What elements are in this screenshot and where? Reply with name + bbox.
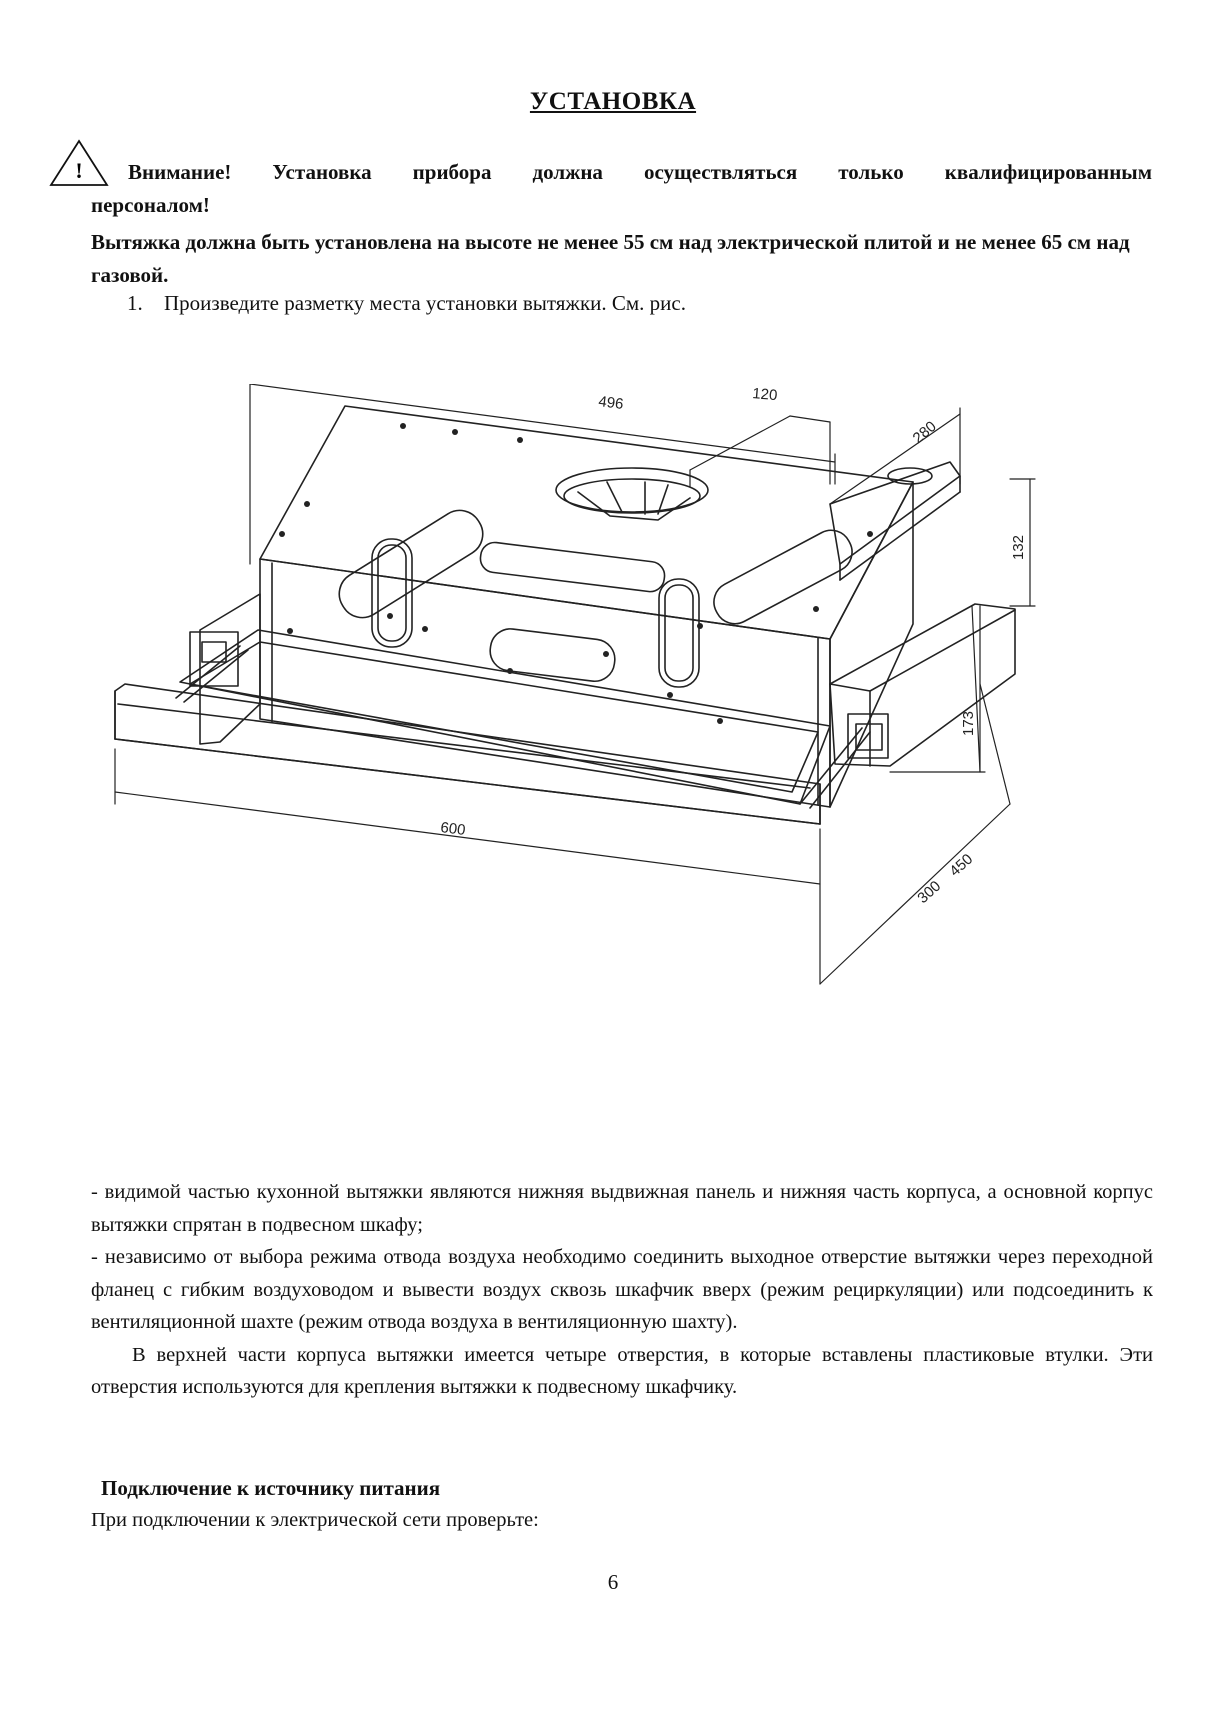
warning-text-continued: персоналом! [91,193,210,217]
front-slot-center [488,627,617,684]
fan-outlet [556,468,708,512]
step-number: 1. [127,291,143,315]
page-number: 6 [607,1570,619,1594]
page-title: УСТАНОВКА [529,88,697,115]
dim-496: 496 [597,393,625,414]
hood-dimension-diagram [110,384,1160,1104]
dimension-labels [440,385,1027,907]
right-rail [800,728,862,804]
svg-text:!: ! [75,158,83,183]
step-1 [127,291,686,316]
height-note: Вытяжка должна быть установлена на высоте не менее 55 см над электрической плитой и не менее 65 см над газовой. [91,230,1130,287]
dim-450: 450 [946,850,977,880]
top-slot-center [479,541,666,593]
dim-120: 120 [751,385,779,405]
dim-300: 300 [914,877,945,907]
left-rail [176,646,240,698]
paragraph: - независимо от выбора режима отвода воздуха необходимо соединить выходное отверстие вытяжки через переходной фланец с гибким воздуховодом и вывести воздух сквозь шкафчик вверх (режим рециркуляции) или подсоединить к вентиляционной шахте (режим отвода воздуха в вентиляционную шахту). [91,1246,1153,1333]
warning-text: Внимание! Установка прибора должна осуществляться только квалифицированным [128,160,1152,184]
warning-triangle-icon [48,138,110,188]
right-side-box [830,604,1015,766]
power-check-line: При подключении к электрической сети проверьте: [91,1509,539,1531]
front-panel [115,684,820,824]
paragraph: - видимой частью кухонной вытяжки являются нижняя выдвижная панель и нижняя часть корпуса, а основной корпус вытяжки спрятан в подвесном шкафу; [91,1181,1153,1236]
section-title-power: Подключение к источнику питания [101,1476,441,1500]
dim-173: 173 [960,710,977,736]
dim-600: 600 [439,819,467,840]
step-text: Произведите разметку места установки вытяжки. См. рис. [164,291,686,315]
body-front-face [260,559,830,807]
paragraph: В верхней части корпуса вытяжки имеется четыре отверстия, в которые вставлены пластиковые втулки. Эти отверстия используются для крепления вытяжки к подвесному шкафчику. [91,1343,1153,1398]
dim-280: 280 [909,417,940,448]
fan-impeller [578,492,690,520]
right-upper-box [830,462,960,564]
top-slot-left [331,502,491,626]
left-rear-tray [200,594,260,744]
installation-notes [91,1176,1153,1404]
dim-132: 132 [1010,534,1027,560]
